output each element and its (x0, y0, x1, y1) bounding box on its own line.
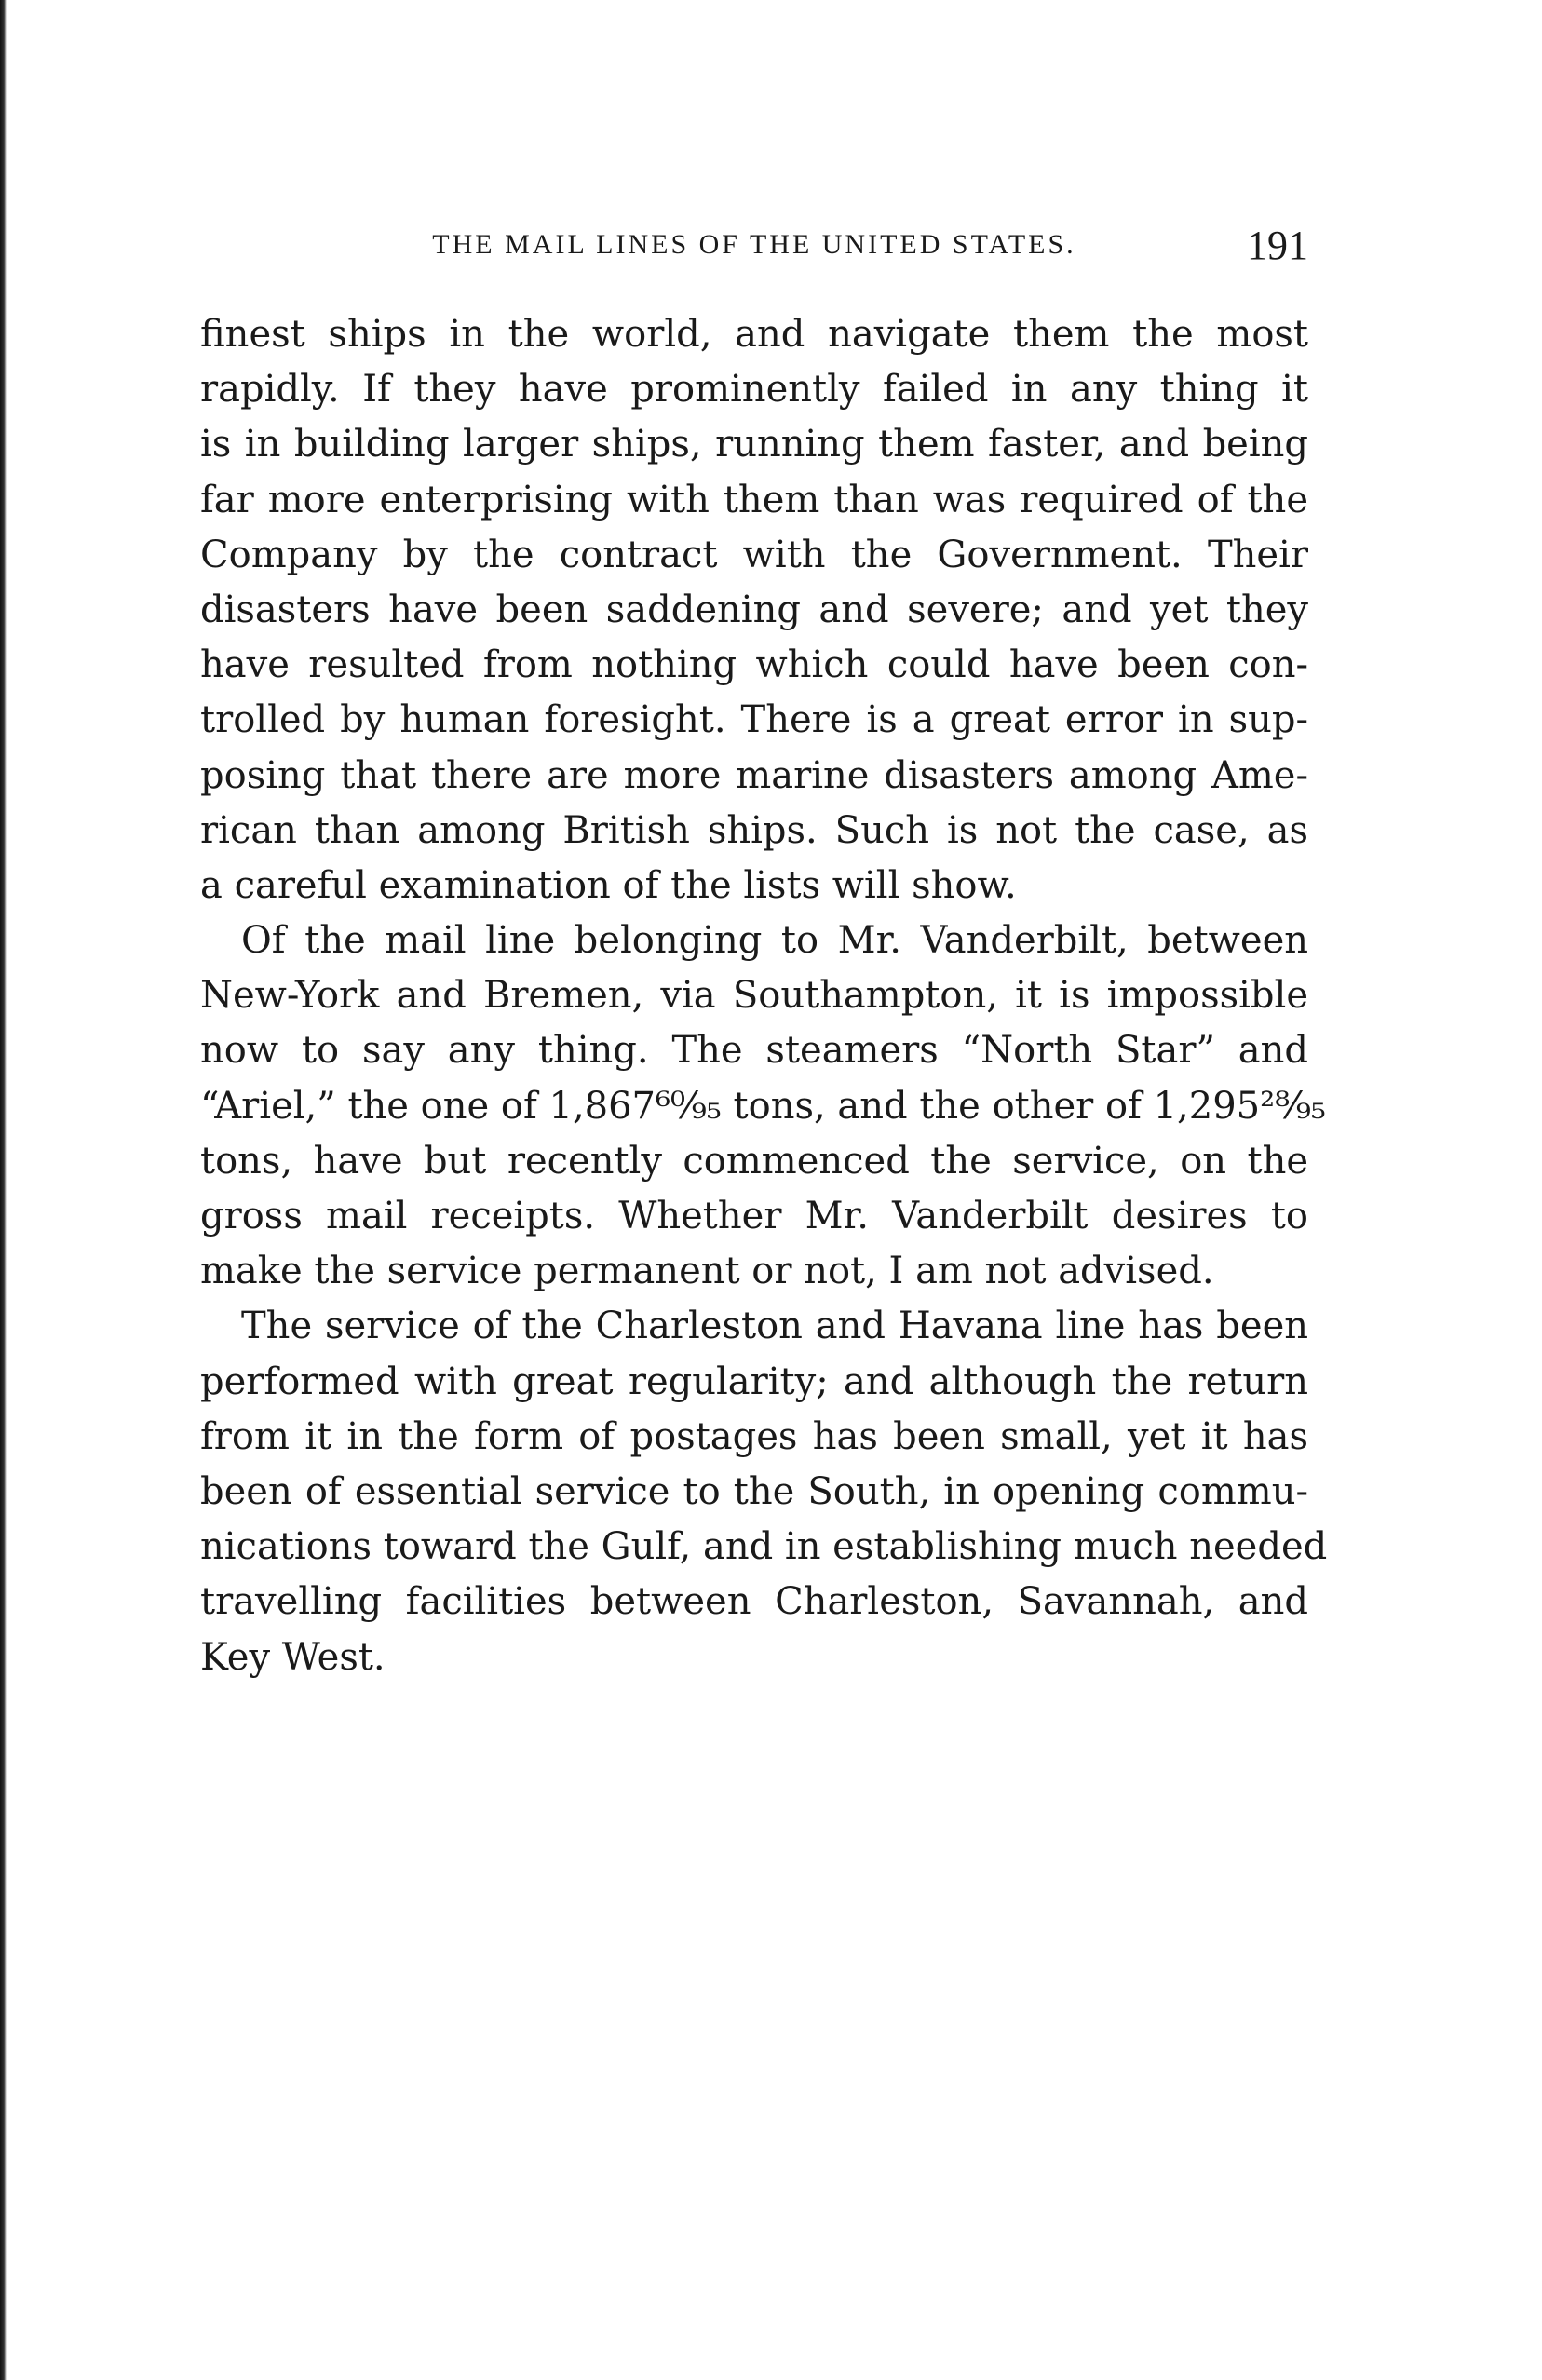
text-line: nications toward the Gulf, and in establishing much needed (200, 1525, 1328, 1569)
text-line: Key West. (200, 1635, 386, 1679)
body-text (200, 307, 1328, 1685)
text-line: is in building larger ships, running them faster, and being (200, 423, 1308, 467)
text-line: rapidly. If they have prominently failed in any thing it (200, 368, 1308, 412)
text-line: trolled by human foresight. There is a great error in sup- (200, 698, 1308, 742)
text-line: disasters have been saddening and severe; and yet they (200, 588, 1308, 631)
text-line: Company by the contract with the Government. Their (200, 533, 1308, 576)
paragraph-3 (200, 1299, 1328, 1684)
running-head (200, 222, 1308, 277)
paragraph-1 (200, 307, 1308, 913)
text-line: far more enterprising with them than was required of the (200, 478, 1308, 521)
text-line: finest ships in the world, and navigate them the most (200, 313, 1308, 356)
text-line: New-York and Bremen, via Southampton, it is impossible (200, 974, 1308, 1018)
paragraph-2 (200, 913, 1326, 1299)
page-number: 191 (1247, 223, 1308, 268)
text-line: been of essential service to the South, in opening commu- (200, 1469, 1308, 1513)
text-line: Of the mail line belonging to Mr. Vanderbilt, between (241, 919, 1308, 963)
text-line: from it in the form of postages has been small, yet it has (200, 1414, 1308, 1458)
text-line: now to say any thing. The steamers “North Star” and (200, 1029, 1308, 1073)
text-line: “Ariel,” the one of 1,867⁶⁰⁄₉₅ tons, and the other of 1,295²⁸⁄₉₅ (200, 1084, 1326, 1128)
text-line: make the service permanent or not, I am not advised. (200, 1250, 1214, 1293)
running-title: THE MAIL LINES OF THE UNITED STATES. (432, 229, 1076, 260)
text-line: gross mail receipts. Whether Mr. Vanderbilt desires to (200, 1195, 1308, 1237)
text-line: a careful examination of the lists will show. (200, 863, 1017, 907)
text-line: rican than among British ships. Such is not the case, as (200, 808, 1308, 852)
text-line: posing that there are more marine disasters among Ame- (200, 753, 1308, 797)
page-binding-edge (0, 0, 7, 2380)
text-line: travelling facilities between Charleston, Savannah, and (200, 1580, 1308, 1624)
text-line: performed with great regularity; and although the return (200, 1359, 1308, 1403)
text-line: have resulted from nothing which could have been con- (200, 643, 1308, 687)
text-line: tons, have but recently commenced the service, on the (200, 1139, 1308, 1183)
text-line: The service of the Charleston and Havana line has been (241, 1305, 1308, 1348)
